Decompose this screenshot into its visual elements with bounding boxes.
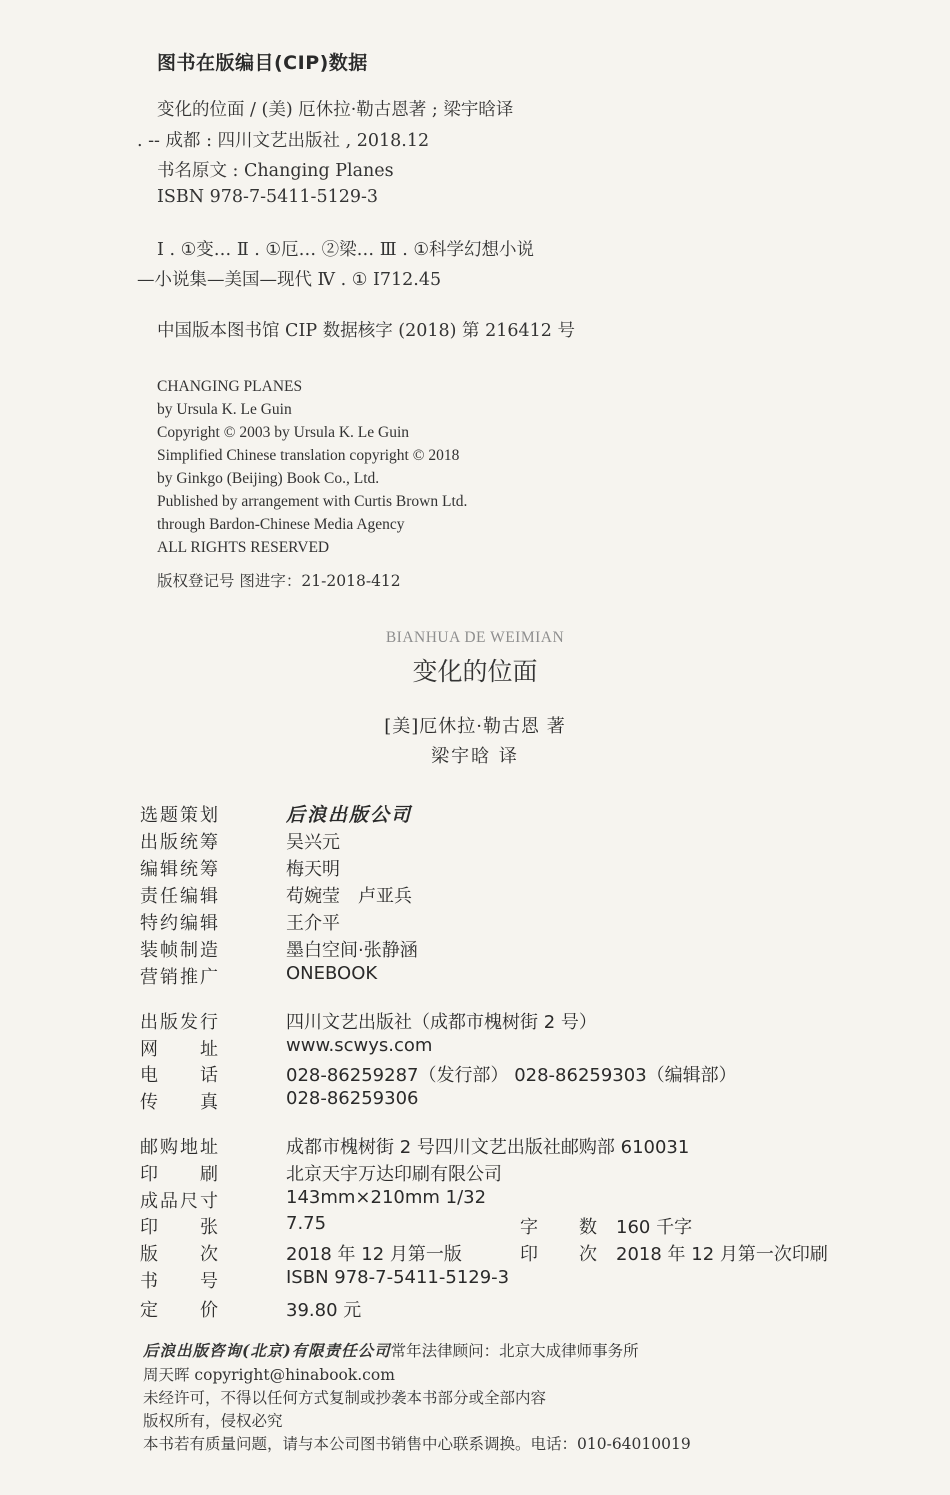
cip-record-line: 书名原文 : Changing Planes [157,161,394,181]
spec-value: 成都市槐树街 2 号四川文艺出版社邮购部 610031 [286,1137,690,1158]
book-title: 变化的位面 [412,657,538,686]
footer-legal: 常年法律顾问：北京大成律师事务所 [390,1342,639,1360]
publisher-label: 出版发行 [140,1012,218,1033]
cip-record-line: . -- 成都 : 四川文艺出版社 , 2018.12 [137,131,430,151]
staff-label: 编辑统筹 [140,859,218,880]
staff-value: 吴兴元 [286,832,340,853]
staff-label: 责任编辑 [140,886,218,907]
rights-line: CHANGING PLANES [157,378,303,395]
translator-credit: 梁宇晗 译 [431,746,519,767]
publisher-label: 传真 [140,1092,218,1113]
spec-value: 北京天宇万达印刷有限公司 [286,1164,502,1185]
rights-line: Simplified Chinese translation copyright © 2018 [157,447,460,464]
publisher-label: 电话 [140,1065,218,1086]
spec-extra-value: 2018 年 12 月第一次印刷 [616,1244,828,1265]
spec-value: 2018 年 12 月第一版 [286,1244,462,1265]
staff-label: 特约编辑 [140,913,218,934]
publisher-phone: 028-86259287（发行部） 028-86259303（编辑部） [286,1065,737,1086]
publisher-website: www.scwys.com [286,1035,433,1056]
spec-extra-label: 印次 [520,1244,597,1265]
publisher-value: 四川文艺出版社（成都市槐树街 2 号） [286,1012,597,1033]
spec-value: 143mm×210mm 1/32 [286,1187,487,1208]
spec-label: 印张 [140,1217,218,1238]
spec-value: 7.75 [286,1213,327,1234]
staff-value: 苟婉莹 卢亚兵 [286,886,412,907]
cip-record-line: 变化的位面 / (美) 厄休拉·勒古恩著 ; 梁宇晗译 [157,100,514,120]
staff-label: 营销推广 [140,967,218,988]
title-pinyin: BIANHUA DE WEIMIAN [385,629,565,646]
author-credit: [美]厄休拉·勒古恩 著 [384,716,566,737]
rights-line: Copyright © 2003 by Ursula K. Le Guin [157,424,410,441]
staff-label: 出版统筹 [140,832,218,853]
rights-line: through Bardon-Chinese Media Agency [157,516,405,533]
spec-label: 印刷 [140,1164,218,1185]
spec-label: 定价 [140,1300,218,1321]
spec-extra-label: 字数 [520,1217,597,1238]
staff-label: 选题策划 [140,805,218,826]
cip-heading: 图书在版编目(CIP)数据 [157,52,368,74]
spec-extra-value: 160 千字 [616,1217,693,1238]
spec-label: 邮购地址 [140,1137,218,1158]
rights-line: by Ginkgo (Beijing) Book Co., Ltd. [157,470,380,487]
copyright-registration: 版权登记号 图进字：21-2018-412 [157,572,401,590]
spec-label: 版次 [140,1244,218,1265]
staff-value: 后浪出版公司 [286,804,413,826]
cip-record-line: ISBN 978-7-5411-5129-3 [157,187,379,207]
publisher-fax: 028-86259306 [286,1088,419,1109]
footer-company: 后浪出版咨询(北京)有限责任公司 [143,1341,391,1360]
footer-notice: 版权所有，侵权必究 [143,1412,283,1430]
rights-line: Published by arrangement with Curtis Brown Ltd. [157,493,468,510]
footer-notice: 未经许可，不得以任何方式复制或抄袭本书部分或全部内容 [143,1389,547,1407]
staff-value: ONEBOOK [286,963,378,984]
rights-line: ALL RIGHTS RESERVED [157,539,330,556]
cip-classification-line: —小说集—美国—现代 Ⅳ . ① I712.45 [137,270,442,290]
spec-label: 书号 [140,1271,218,1292]
footer-contact: 周天晖 copyright@hinabook.com [143,1366,395,1384]
staff-label: 装帧制造 [140,940,218,961]
spec-label: 成品尺寸 [140,1191,218,1212]
footer-notice: 本书若有质量问题，请与本公司图书销售中心联系调换。电话：010-64010019 [143,1435,691,1453]
spec-value: ISBN 978-7-5411-5129-3 [286,1267,510,1288]
rights-line: by Ursula K. Le Guin [157,401,292,418]
staff-value: 墨白空间·张静涵 [286,940,418,961]
staff-value: 王介平 [286,913,340,934]
cip-approval-number: 中国版本图书馆 CIP 数据核字 (2018) 第 216412 号 [157,321,575,341]
publisher-label: 网址 [140,1039,218,1060]
price-value: 39.80 元 [286,1300,362,1321]
cip-classification-line: Ⅰ . ①变… Ⅱ . ①厄… ②梁… Ⅲ . ①科学幻想小说 [157,240,535,260]
footer-company-line [143,1339,639,1361]
staff-value: 梅天明 [286,859,340,880]
